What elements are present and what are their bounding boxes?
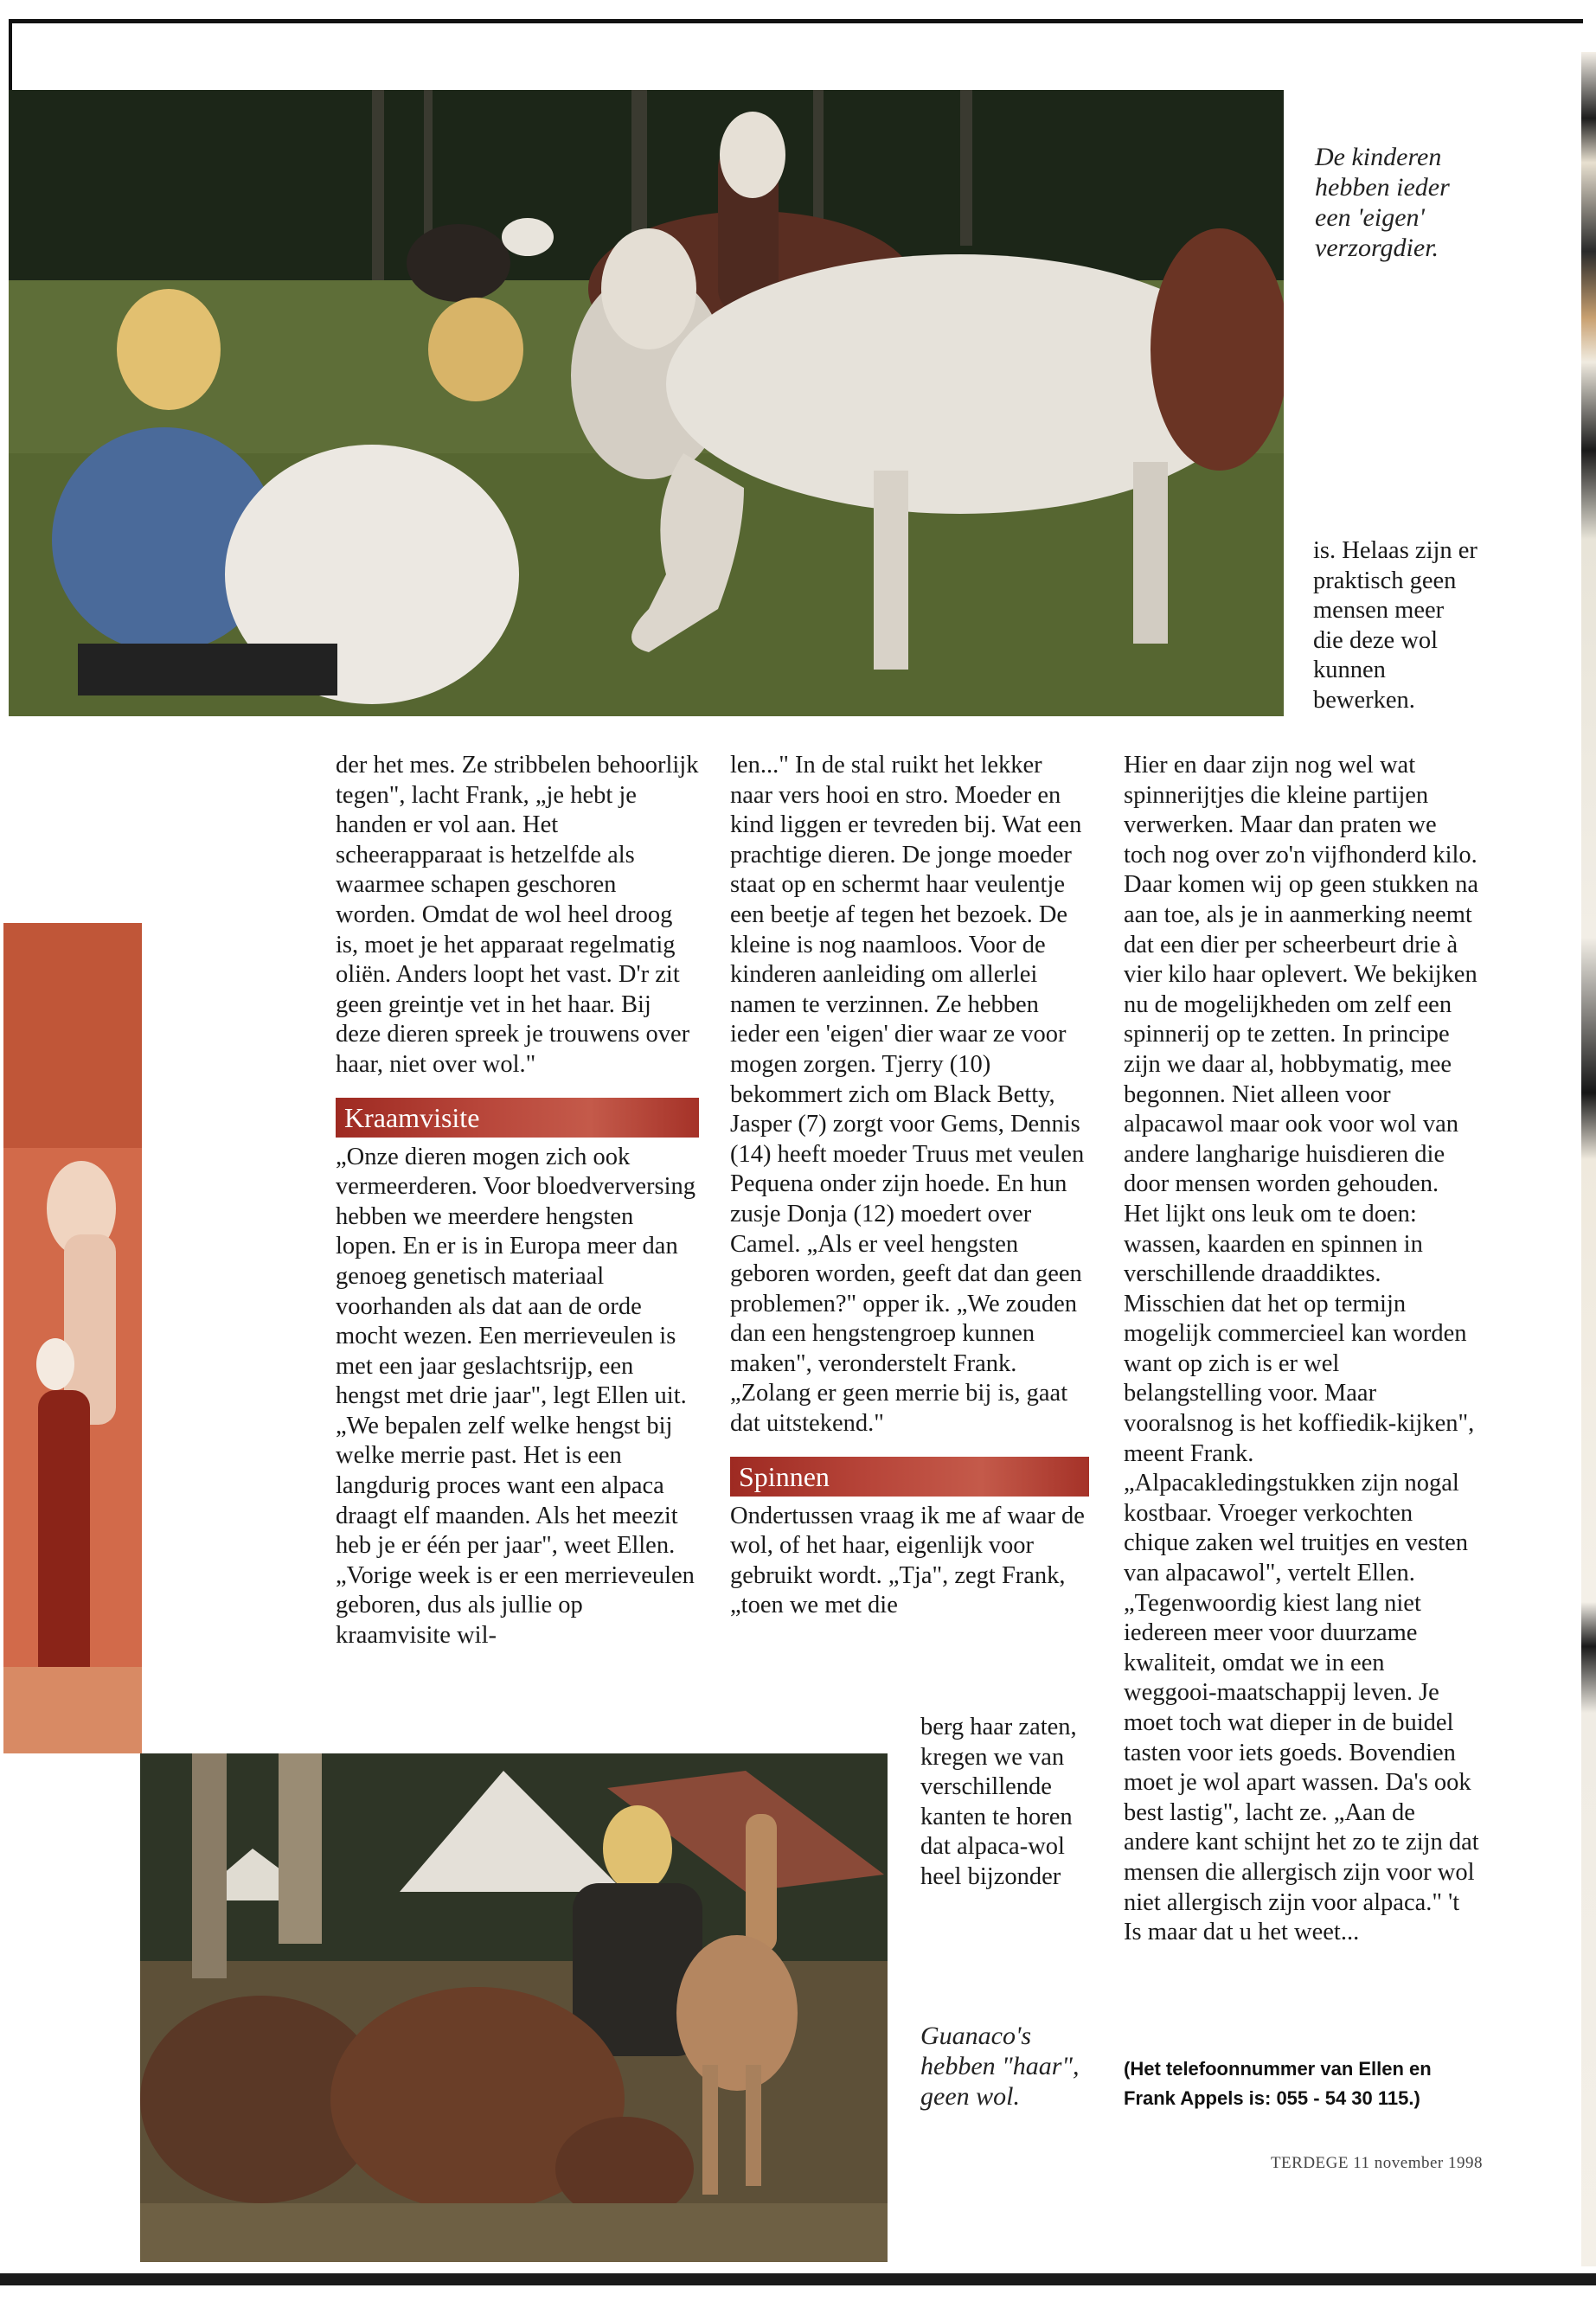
column-a-paragraph-2: „Onze dieren mogen zich ook vermeerderen. Voor bloedverversing hebben we meerdere hengsten lopen. En er is in Europa meer dan genoeg genetisch materiaal voorhanden als dat aan de orde mocht wezen. Een merrieveulen is met een jaar geslachtsrijp, een hengst met drie jaar", legt Ellen uit. „We bepalen zelf welke hengst bij welke merrie past. Het is een langdurig proces want een alpaca draagt elf maanden. Als het meezit heb je er één per jaar", weet Ellen. „Vorige week is er een merrieveulen geboren, dus als jullie op kraamvisite wil- — [336, 1143, 696, 1650]
photo-woman-feeding-alpacas — [140, 1753, 888, 2262]
photo-woman-feeding-alpacas-illustration — [140, 1753, 888, 2262]
photo-alpacas-orange-illustration — [3, 923, 142, 1753]
article-column-b — [730, 751, 1089, 1621]
contact-note: (Het telefoonnummer van Ellen en Frank Appels is: 055 - 54 30 115.) — [1124, 2058, 1432, 2109]
article-column-c — [1124, 751, 1480, 1948]
column-a-paragraph-1: der het mes. Ze stribbelen behoorlijk tegen", lacht Frank, „je hebt je handen er vol aan. Het scheerapparaat is hetzelfde als waarmee schapen geschoren worden. Omdat de wol heel droog is, moet je het apparaat regelmatig oliën. Anders loopt het vast. D'r zit geen greintje vet in het haar. Bij deze dieren spreek je trouwens over haar, niet over wol." — [336, 752, 699, 1078]
column-b-paragraph-1: len..." In de stal ruikt het lekker naar vers hooi en stro. Moeder en kind liggen er tevreden bij. Wat een prachtige dieren. De jonge moeder staat op en schermt haar veulentje een beetje af tegen het bezoek. De kleine is nog naamloos. Voor de kinderen aanleiding om allerlei namen te verzinnen. Ze hebben ieder een 'eigen' dier waar ze voor mogen zorgen. Tjerry (10) bekommert zich om Black Betty, Jasper (7) zorgt voor Gems, Dennis (14) heeft moeder Truus met veulen Pequena onder zijn hoede. En hun zusje Donja (12) moedert over Camel. „Als er veel hengsten geboren worden, geeft dat dan geen problemen?" opper ik. „We zouden dan een hengstengroep kunnen maken", veronderstelt Frank. „Zolang er geen merrie bij is, gaat dat uitstekend." — [730, 752, 1085, 1438]
photo-caption-top: De kinderen hebben ieder een 'eigen' verzorgdier. — [1315, 143, 1450, 262]
page-bottom-rule — [0, 2273, 1596, 2285]
section-heading-kraamvisite: Kraamvisite — [336, 1098, 699, 1138]
page-top-rule — [9, 19, 1583, 23]
page-edge-strip — [1581, 52, 1596, 2266]
column-b-paragraph-2: Ondertussen vraag ik me af waar de wol, of het haar, eigenlijk voor gebruikt wordt. „Tja", zegt Frank, „toen we met die — [730, 1502, 1085, 1619]
page-left-rule — [9, 19, 12, 97]
page-footer: TERDEGE 11 november 1998 — [1270, 2154, 1483, 2172]
column-c-paragraph-1: Hier en daar zijn nog wel wat spinnerijtjes die kleine partijen verwerken. Maar dan praten we toch nog over zo'n vijfhonderd kilo. Daar komen wij op geen stukken na aan toe, als je in aanmerking neemt dat een dier per scheerbeurt drie à vier kilo haar oplevert. We bekijken nu de mogelijkheden om zelf een spinnerij op te zetten. In principe zijn we daar al, hobbymatig, mee begonnen. Niet alleen voor alpacawol maar ook voor wol van andere langharige huisdieren die door mensen worden gehouden. Het lijkt ons leuk om te doen: wassen, kaarden en spinnen in verschillende draaddiktes. Misschien dat het op termijn mogelijk commercieel kan worden want op zich is er wel belangstelling voor. Maar vooralsnog is het koffiedik-kijken", meent Frank. „Alpacakledingstukken zijn nogal kostbaar. Vroeger verkochten chique zaken wel truitjes en vesten van alpacawol", vertelt Ellen. „Tegenwoordig kiest lang niet iedereen meer voor duurzame kwaliteit, omdat we in een weggooi-maatschappij leven. Je moet toch wat dieper in de buidel tasten voor iets goeds. Bovendien moet je wol apart wassen. Da's ook best lastig", lacht ze. „Aan de andere kant schijnt het zo te zijn dat mensen die allergisch zijn voor wol niet allergisch zijn voor alpaca." 't Is maar dat u het weet... — [1124, 752, 1479, 1946]
section-heading-spinnen: Spinnen — [730, 1457, 1089, 1497]
photo-children-alpacas — [9, 90, 1284, 716]
column-b-paragraph-narrow: berg haar zaten, kregen we van verschillende kanten te horen dat alpaca-wol heel bijzonder — [920, 1714, 1077, 1890]
photo-children-alpacas-illustration — [9, 90, 1284, 716]
article-column-a — [336, 751, 699, 1651]
photo-alpacas-orange — [3, 923, 142, 1753]
photo-caption-bottom: Guanaco's hebben "haar", geen wol. — [920, 2022, 1080, 2111]
column-c-intro: is. Helaas zijn er praktisch geen mensen meer die deze wol kunnen bewerken. — [1313, 537, 1477, 714]
